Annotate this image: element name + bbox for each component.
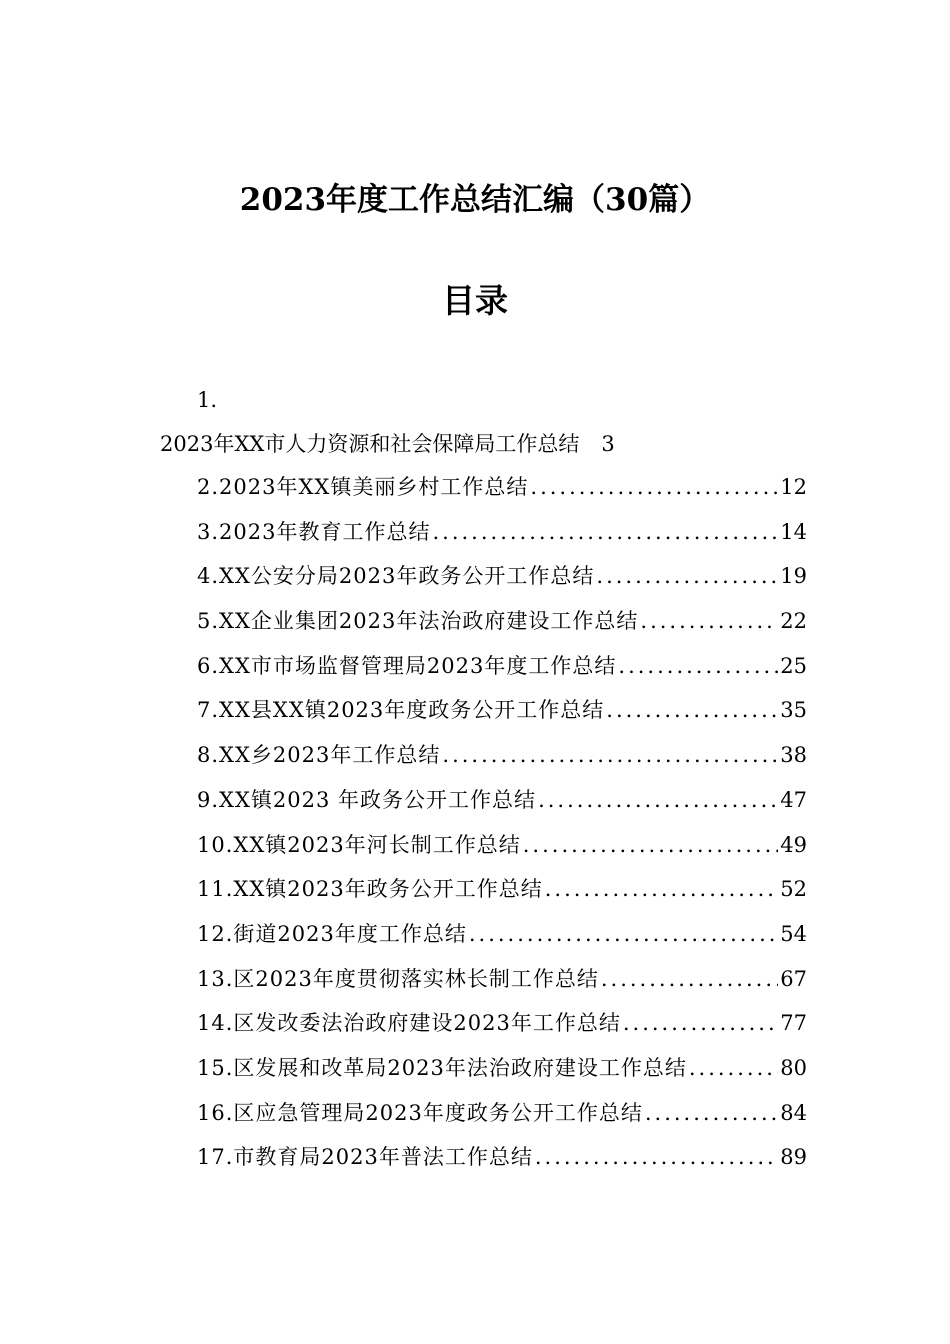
dot-leader xyxy=(432,510,778,555)
toc-entry[interactable] xyxy=(197,957,807,1002)
toc-entry-page: 49 xyxy=(780,832,807,857)
toc-entry[interactable] xyxy=(197,1135,807,1180)
toc-entry-page: 67 xyxy=(780,966,807,991)
toc-entry-page: 3 xyxy=(601,432,615,456)
toc-entry[interactable] xyxy=(197,688,807,733)
toc-entry-page: 38 xyxy=(780,743,807,768)
toc-entry[interactable] xyxy=(197,1091,807,1136)
document-title: 2023年度工作总结汇编（30篇） xyxy=(239,182,711,218)
toc-entry-title: 17.市教育局2023年普法工作总结 xyxy=(197,1145,533,1170)
dot-leader xyxy=(538,778,778,823)
toc-entry-page: 12 xyxy=(780,475,807,499)
toc-entry-page: 35 xyxy=(780,698,807,723)
dot-leader xyxy=(545,867,779,912)
toc-entry-title: 4.XX公安分局2023年政务公开工作总结 xyxy=(197,564,595,589)
dot-leader xyxy=(523,823,779,868)
dot-leader xyxy=(689,1046,778,1091)
toc-entry-title: 10.XX镇2023年河长制工作总结 xyxy=(197,832,521,857)
toc-entry-page: 89 xyxy=(780,1145,807,1170)
toc-entry-title: 6.XX市市场监督管理局2023年度工作总结 xyxy=(197,653,617,678)
toc-entry-title: 5.XX企业集团2023年法治政府建设工作总结 xyxy=(197,609,639,634)
toc-entry-title: 2.2023年XX镇美丽乡村工作总结 xyxy=(197,475,529,499)
dot-leader xyxy=(618,644,778,689)
toc-entry-page: 77 xyxy=(780,1011,807,1036)
toc-entry-first[interactable] xyxy=(160,378,820,466)
toc-entry[interactable] xyxy=(197,867,807,912)
dot-leader xyxy=(535,1135,778,1180)
dot-leader xyxy=(623,1001,778,1046)
toc-entry-page: 25 xyxy=(780,653,807,678)
toc-entry[interactable] xyxy=(197,554,807,599)
toc-entry[interactable] xyxy=(197,912,807,957)
toc-entry-title: 13.区2023年度贯彻落实林长制工作总结 xyxy=(197,966,599,991)
toc-entry[interactable] xyxy=(197,778,807,823)
toc-entry-title: 3.2023年教育工作总结 xyxy=(197,519,431,544)
toc-entry[interactable] xyxy=(197,733,807,778)
toc-entry-page: 84 xyxy=(780,1100,807,1125)
dot-leader xyxy=(640,599,778,644)
toc-entry-title: 11.XX镇2023年政务公开工作总结 xyxy=(197,877,543,902)
dot-leader xyxy=(645,1091,778,1136)
toc-entry[interactable] xyxy=(197,599,807,644)
toc-entry-title: 9.XX镇2023 年政务公开工作总结 xyxy=(197,787,537,812)
toc-entry[interactable] xyxy=(197,510,807,555)
dot-leader xyxy=(596,554,778,599)
toc-entry-page: 19 xyxy=(780,564,807,589)
toc-entry[interactable] xyxy=(197,823,807,868)
toc-entry-title: 7.XX县XX镇2023年度政务公开工作总结 xyxy=(197,698,605,723)
toc-entry[interactable] xyxy=(197,1046,807,1091)
toc-list xyxy=(197,465,807,1180)
toc-entry-page: 52 xyxy=(780,877,807,902)
dot-leader xyxy=(601,957,778,1002)
dot-leader xyxy=(442,733,778,778)
toc-entry[interactable] xyxy=(197,644,807,689)
toc-entry-page: 14 xyxy=(780,519,807,544)
toc-entry-page: 22 xyxy=(780,609,807,634)
toc-entry-title: 15.区发展和改革局2023年法治政府建设工作总结 xyxy=(197,1055,687,1080)
toc-entry[interactable] xyxy=(197,1001,807,1046)
toc-entry-page: 54 xyxy=(780,921,807,946)
toc-entry-title: 2023年XX市人力资源和社会保障局工作总结 xyxy=(160,432,580,456)
toc-entry-page: 80 xyxy=(780,1055,807,1080)
dot-leader xyxy=(530,465,778,510)
dot-leader xyxy=(469,912,778,957)
toc-entry-title: 16.区应急管理局2023年度政务公开工作总结 xyxy=(197,1100,643,1125)
toc-entry-page: 47 xyxy=(780,787,807,812)
toc-heading: 目录 xyxy=(442,281,508,320)
toc-entry-number: 1. xyxy=(197,388,218,412)
toc-entry-title: 8.XX乡2023年工作总结 xyxy=(197,743,441,768)
toc-entry[interactable] xyxy=(197,465,807,510)
toc-entry-title: 14.区发改委法治政府建设2023年工作总结 xyxy=(197,1011,621,1036)
toc-entry-title: 12.街道2023年度工作总结 xyxy=(197,921,467,946)
dot-leader xyxy=(606,688,778,733)
